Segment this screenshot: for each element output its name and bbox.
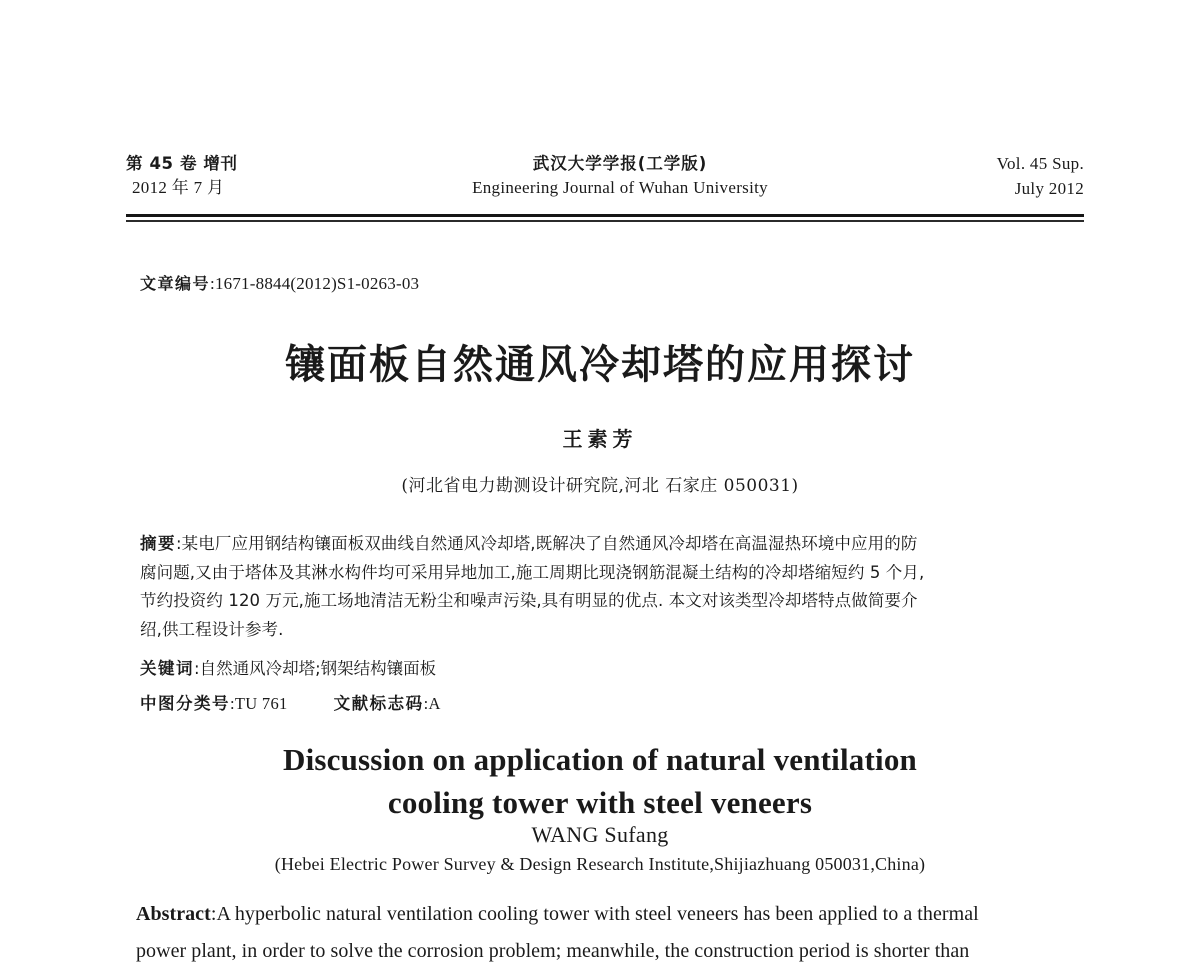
issue-date-en: July 2012 [1014,178,1084,198]
affiliation-en: (Hebei Electric Power Survey & Design Research Institute,Shijiazhuang 050031,China) [274,854,926,874]
keywords-cn-value: 自然通风冷却塔;钢架结构镶面板 [199,659,437,678]
abstract-en-separator: : [210,903,217,925]
abstract-en-text-1: A hyperbolic natural ventilation cooling tower with steel veneers has been applied to a thermal [216,903,979,925]
abstract-cn-line-3: 节约投资约 120 万元,施工场地清洁无粉尘和噪声污染,具有明显的优点. 本文对该类型冷却塔特点做简要介 [140,591,918,610]
abstract-en-line-1 [136,896,1090,933]
keywords-cn-label: 关键词 [140,659,194,678]
page-title-en-line-1: Discussion on application of natural ventilation [282,742,917,777]
abstract-cn-text-1: 某电厂应用钢结构镶面板双曲线自然通风冷却塔,既解决了自然通风冷却塔在高温湿热环境中应用的防 [181,534,918,553]
article-number-label: 文章编号 [140,274,211,293]
abstract-cn [140,530,1090,644]
running-head [126,152,1084,201]
abstract-en [136,896,1090,970]
document-code-value: A [428,694,441,713]
abstract-cn-separator: : [176,534,182,553]
abstract-cn-line-2: 腐问题,又由于塔体及其淋水构件均可采用异地加工,施工周期比现浇钢筋混凝土结构的冷却塔缩短约 5 个月, [140,562,925,582]
clc-separator: : [230,694,235,713]
article-number-separator: : [210,274,215,293]
article-number-value: 1671-8844(2012)S1-0263-03 [214,274,420,293]
volume-issue-en: Vol. 45 Sup. [996,154,1084,173]
divider-line-thick [126,214,1084,217]
journal-name-cn: 武汉大学学报(工学版) [532,154,708,173]
author-name-en: WANG Sufang [531,822,669,847]
clc-label: 中图分类号 [140,694,230,713]
running-head-right [884,152,1084,201]
divider-line-thin [126,220,1084,222]
volume-issue-cn: 第 45 卷 增刊 [126,154,238,173]
journal-name-en: Engineering Journal of Wuhan University [472,177,768,197]
abstract-cn-label: 摘要 [140,534,176,553]
keywords-cn-separator: : [194,659,200,678]
issue-date-cn: 2012 年 7 月 [132,177,225,197]
running-head-left [126,152,356,201]
page-title-en [0,738,1200,824]
abstract-cn-line-4: 绍,供工程设计参考. [140,619,284,639]
abstract-cn-line-1 [140,530,1090,559]
running-head-center [356,152,884,201]
document-code-label: 文献标志码 [333,694,424,713]
classification-line [140,690,441,714]
affiliation-cn: (河北省电力勘测设计研究院,河北 石家庄 050031) [401,476,799,496]
article-number [140,271,419,294]
keywords-cn [140,655,436,679]
page-title-en-line-2: cooling tower with steel veneers [387,785,813,820]
header-divider [126,214,1084,222]
clc-value: TU 761 [234,694,288,713]
author-name-cn: 王素芳 [562,427,638,451]
abstract-en-line-2: power plant, in order to solve the corrosion problem; meanwhile, the construction period is shorter than [136,940,970,962]
abstract-en-label: Abstract [136,903,211,925]
document-code-separator: : [423,694,429,713]
page-title-cn: 镶面板自然通风冷却塔的应用探讨 [285,342,915,388]
